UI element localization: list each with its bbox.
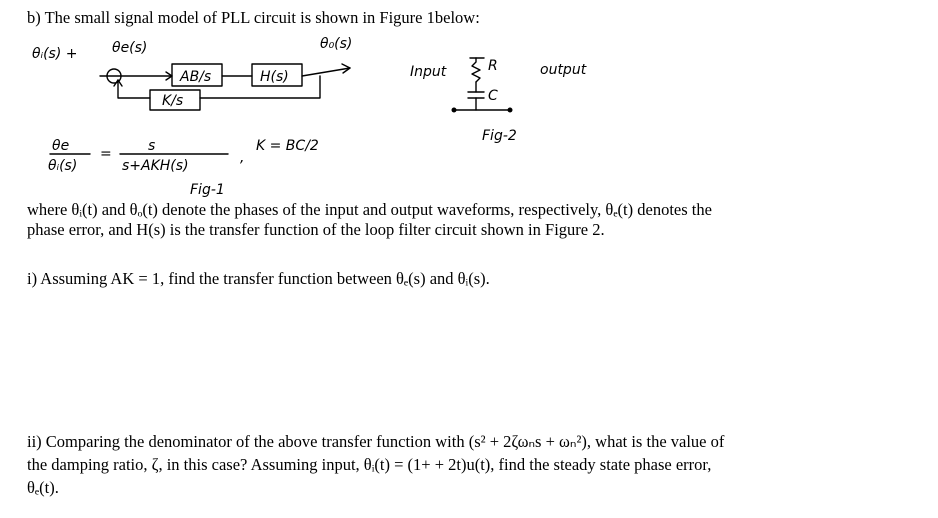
gain-block-label: AB/s [180,69,212,85]
part-b-heading: b) The small signal model of PLL circuit is shown in Figure 1below: [27,8,480,27]
c-label: C [488,88,498,104]
part-ii-line-2: the damping ratio, ζ, in this case? Assuming input, θᵢ(t) = (1+ + 2t)u(t), find the steady state phase error, [27,455,712,474]
resistor-symbol [472,58,480,82]
k-definition: K = BC/2 [256,138,319,154]
fig1-input-label: θᵢ(s) + [32,46,78,62]
capacitor-symbol [468,92,484,98]
part-i-question: i) Assuming AK = 1, find the transfer function between θₑ(s) and θᵢ(s). [27,269,490,288]
figure-2-loop-filter [410,48,670,163]
fig1-error-label: θe(s) [112,40,148,56]
eq-lhs-num: θe [52,138,70,154]
r-label: R [488,58,498,74]
fig1-output-label: θ₀(s) [320,36,353,52]
filter-block-label: H(s) [260,69,289,85]
description-line-2: phase error, and H(s) is the transfer function of the loop filter circuit shown in Figure 2. [27,220,605,239]
figure-1-block-diagram [30,38,390,203]
fig2-caption: Fig-2 [482,128,517,144]
feedback-block-label: K/s [162,93,184,109]
part-ii-line-3: θₑ(t). [27,478,59,497]
fig2-input-label: Input [410,64,447,80]
fig1-caption: Fig-1 [190,182,225,198]
svg-text:,: , [240,150,245,166]
eq-lhs-den: θᵢ(s) [48,158,78,174]
description-line-1: where θᵢ(t) and θₒ(t) denote the phases of the input and output waveforms, respectively, θₑ(t) denotes the [27,200,712,219]
eq-rhs-num: s [148,138,156,154]
svg-text:=: = [100,146,112,162]
eq-rhs-den: s+AKH(s) [122,158,189,174]
part-ii-line-1: ii) Comparing the denominator of the above transfer function with (s² + 2ζωₙs + ωₙ²), what is the value of [27,432,725,451]
fig2-output-label: output [540,62,587,78]
